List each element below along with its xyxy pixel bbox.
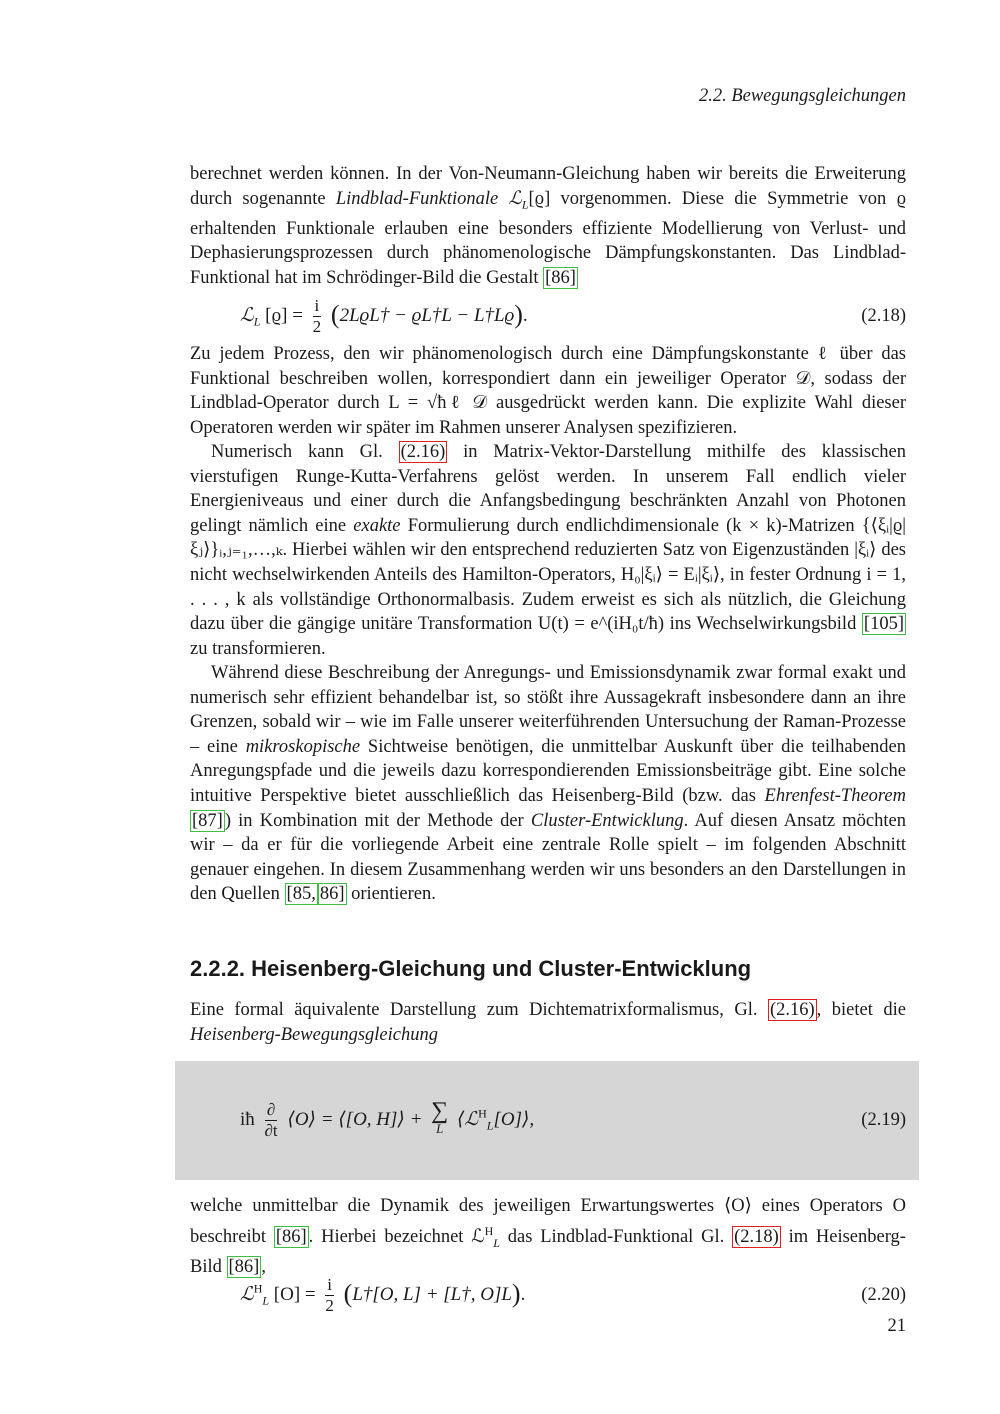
text: zu transformieren.	[190, 638, 326, 659]
math-superscript: H	[253, 1281, 263, 1296]
fraction	[263, 1100, 280, 1141]
equation-2-18: ℒ$_L$ [ϱ] = $\frac{i}{2}$ (2LϱL† − ϱL†L − L†Lϱ). (2.18)	[240, 295, 906, 336]
math-symbol: ℒ	[240, 304, 254, 326]
paragraph-lindblad-intro: berechnet werden können. In der Von-Neumann-Gleichung haben wir bereits die Erweiterung durch sogenannte Lindblad-Funktionale ℒ$_L$[ϱ] vorgenommen. Diese die Symmetrie von ϱ erhaltenden Funktionale erlauben eine besonders effiziente Modellierung von Verlust- und Dephasierungsprozessen durch phänomenologische Dämpfungskonstanten. Das Lindblad-Funktional hat im Schrödinger-Bild die Gestalt [86]	[190, 164, 906, 289]
numerator: i	[314, 295, 320, 315]
equation-link[interactable]: (2.18)	[734, 1226, 779, 1247]
math-symbol: ℒ	[498, 188, 522, 209]
text: Sichtweise benötigen, die unmittelbar Auskunft über die teilhabenden Anregungspfade und die jeweils dazu korrespondierenden Emissionsbeiträge gibt. Eine solche intuitive Perspektive bietet ausschließlich das Heisenberg-Bild (bzw. das	[190, 736, 906, 806]
text: Eine formal äquivalente Darstellung zum Dichtematrixformalismus, Gl.	[190, 1000, 768, 1020]
fraction	[323, 1275, 336, 1316]
fraction	[311, 296, 324, 337]
math-superscript: H	[478, 1106, 487, 1121]
emphasis: Heisenberg-Bewegungsgleichung	[190, 1024, 438, 1045]
text: [ϱ] vorgenommen. Diese die Symmetrie von ϱ erhaltenden Funktionale erlauben eine besonders effiziente Modellierung von Verlust- und Dephasierungsprozessen durch phänomenologische Dämpfungskonstanten. Das Lindblad-Funktional hat im Schrödinger-Bild die Gestalt	[190, 188, 906, 289]
equation-number: (2.18)	[861, 305, 906, 326]
equation-number: (2.19)	[861, 1109, 906, 1130]
math-text: [ϱ] =	[265, 304, 303, 326]
text: . Auf diesen Ansatz möchten wir – da er für die vorliegende Arbeit eine zentrale Rolle spielt – im folgenden Abschnitt genauer eingehen. In diesem Zusammenhang werden wir uns besonders an den Darstellungen in den Quellen	[190, 810, 906, 905]
citation-link[interactable]: [105]	[863, 614, 904, 635]
math-text: [O] =	[273, 1283, 316, 1305]
text: orientieren.	[346, 884, 436, 905]
emphasis: Cluster-Entwicklung	[530, 810, 684, 831]
math-subscript: L	[253, 314, 261, 329]
math-body: 2LϱL† − ϱL†L − L†Lϱ	[339, 304, 515, 326]
math-text: .	[522, 304, 528, 326]
citation-link[interactable]: [85,	[286, 884, 316, 905]
citation-link[interactable]: [87]	[192, 810, 223, 831]
paragraph-heisenberg-motivation	[190, 661, 906, 907]
citation-link[interactable]: [86]	[545, 268, 576, 289]
text: ,	[261, 1257, 266, 1278]
denominator: 2	[312, 316, 322, 336]
text: im Heisenberg-Bild	[190, 1226, 906, 1278]
sum-index: L	[436, 1121, 444, 1136]
emphasis: Ehrenfest-Theorem	[764, 785, 906, 806]
emphasis: Lindblad-Funktionale	[335, 188, 499, 209]
text: Formulierung durch endlichdimensionale (k × k)-Matrizen {⟨ξᵢ|ϱ|ξⱼ⟩}ᵢ,ⱼ₌₁,…,ₖ. Hierbei wählen wir den entsprechend reduzierten Satz von Eigenzuständen |ξᵢ⟩ des nicht wechselwirkenden Anteils des Hamilton-Operators, H₀|ξᵢ⟩ = Eᵢ|ξᵢ⟩, in fester Ordnung i = 1, . . . , k als vollständige Orthonormalbasis. Zudem erweist es sich als nützlich, die Gleichung dazu über die gängige unitäre Transformation U(t) = e^(iH₀t/ħ) ins Wechselwirkungsbild	[190, 515, 906, 635]
text: Während diese Beschreibung der Anregungs- und Emissionsdynamik zwar formal exakt und numerisch sehr effizient behandelbar ist, so stößt ihre Aussagekraft insbesondere dann an ihre Grenzen, sobald wir – wie im Falle unserer weiterführenden Untersuchung der Raman-Prozesse – eine	[190, 663, 906, 757]
denominator: ∂t	[264, 1120, 278, 1140]
equation-link[interactable]: (2.16)	[400, 442, 446, 462]
numerator: i	[327, 1274, 332, 1294]
text: in Matrix-Vektor-Darstellung mithilfe des klassischen vierstufigen Runge-Kutta-Verfahrens gelöst werden. In unserem Fall endlich vieler Energieniveaus und einer durch die Anfangsbedingung beschränkten Anzahl von Photonen gelingt nämlich eine	[190, 442, 906, 536]
text: das Lindblad-Funktional Gl.	[499, 1226, 733, 1247]
paragraph-damping	[190, 342, 906, 440]
emphasis: mikroskopische	[245, 736, 361, 757]
math-superscript: H	[484, 1223, 494, 1238]
equation-2-19	[240, 1095, 906, 1145]
text: Zu jedem Prozess, den wir phänomenologisch durch eine Dämpfungskonstante ℓ über das Funktional beschreiben wollen, korrespondiert dann ein jeweiliger Operator 𝒟, sodass der Lindblad-Operator durch L = √ħℓ 𝒟 ausgedrückt werden kann. Die explizite Wahl dieser Operatoren werden wir später im Rahmen unserer Analysen spezifizieren.	[190, 344, 906, 438]
math-body: ⟨O⟩ = ⟨[O, H]⟩ +	[287, 1108, 423, 1130]
text: welche unmittelbar die Dynamik des jeweiligen Erwartungswertes ⟨O⟩ eines Operators O beschreibt	[190, 1196, 906, 1247]
math-text: iħ	[240, 1108, 255, 1130]
paragraph-numerics	[190, 440, 906, 661]
text: berechnet werden können. In der Von-Neumann-Gleichung haben wir bereits die Erweiterung durch sogenannte	[190, 164, 906, 209]
math-body: ⟨ℒ	[457, 1108, 479, 1130]
citation-link[interactable]: [86]	[275, 1226, 307, 1247]
sum-symbol: ∑	[431, 1098, 449, 1124]
citation-link[interactable]: [86]	[228, 1257, 260, 1278]
numerator: ∂	[266, 1099, 276, 1119]
citation-link[interactable]: 86]	[319, 884, 345, 905]
math-subscript: L	[493, 1235, 500, 1250]
paragraph-expectation	[190, 1194, 906, 1280]
math-symbol: ℒ	[240, 1283, 254, 1305]
math-subscript: L	[262, 1293, 270, 1308]
summation	[431, 1098, 449, 1138]
equation-link[interactable]: (2.16)	[769, 1000, 815, 1020]
text: Numerisch kann Gl.	[211, 442, 399, 462]
text: . Hierbei bezeichnet ℒ	[308, 1226, 485, 1247]
running-header: 2.2. Bewegungsgleichungen	[698, 86, 906, 106]
section-heading: 2.2.2. Heisenberg-Gleichung und Cluster-Entwicklung	[190, 956, 752, 981]
equation-number: (2.20)	[861, 1284, 906, 1305]
math-text: .	[520, 1283, 526, 1305]
emphasis: exakte	[353, 515, 401, 536]
page-number: 21	[887, 1316, 906, 1336]
text: , bietet die	[816, 1000, 906, 1020]
text: ) in Kombination mit der Methode der	[224, 810, 531, 831]
math-subscript: L	[486, 1118, 494, 1133]
denominator: 2	[325, 1295, 334, 1315]
math-body: L†[O, L] + [L†, O]L	[352, 1283, 512, 1305]
paragraph-heisenberg-intro	[190, 998, 906, 1047]
math-body: [O]⟩,	[493, 1108, 535, 1130]
equation-2-20: ℒ$^H_L$ [O] = $\frac{i}{2}$ (L†[O, L] + [L†, O]L). (2.20)	[240, 1274, 906, 1315]
